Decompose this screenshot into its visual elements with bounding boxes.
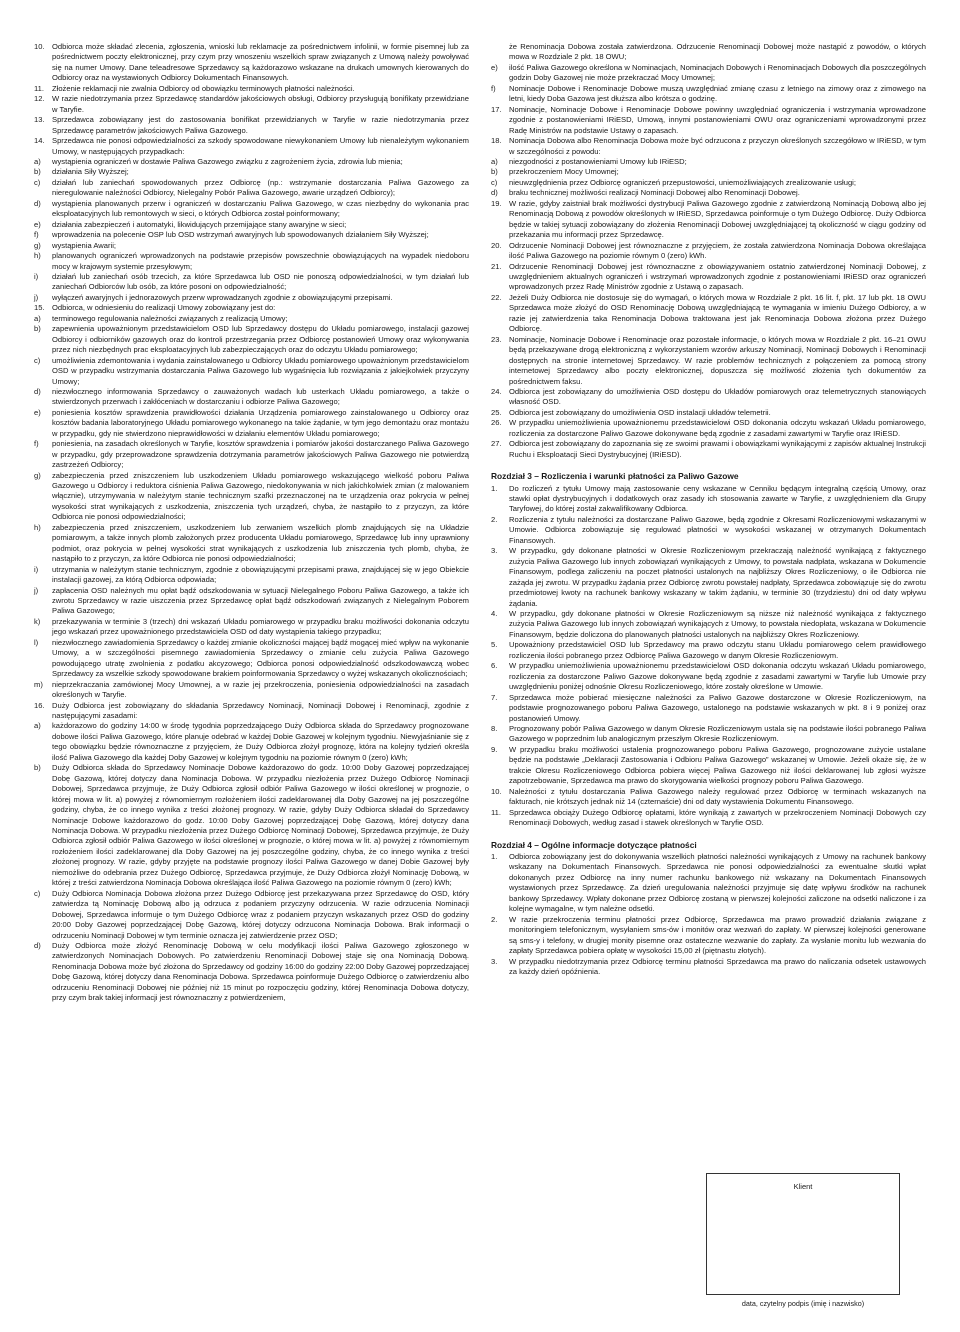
clause: [491, 852, 926, 915]
clause: [34, 230, 469, 240]
clause-text: W przypadku, gdy dokonane płatności w Okresie Rozliczeniowym przekraczają należność wynikającą z faktycznego zużycia Paliwa Gazowego lub innych zobowiązań wynikających z Umowy, to powstała nadpłata, wskazana w Dokumencie Finansowym, podlega zaliczeniu na poczet płatności ustalonych na najbliższy Okres Rozliczeniowy, o ile Odbiorca nie zażąda jej zwrotu. W przypadku żądania przez Odbiorcę zwrotu powstałej nadpłaty, Sprzedawca zobowiązuje się do zwrotu przedmiotowej kwoty na rachunek bankowy wskazany w takim żądaniu, w terminie 30 (trzydziestu) dni od daty wpływu żądania.: [509, 546, 926, 608]
clause: [34, 272, 469, 293]
clause: [34, 115, 469, 136]
clause-text: Upoważniony przedstawiciel OSD lub Sprzedawcy ma prawo odczytu stanu Układu pomiarowego celem prawidłowego rozliczenia ilości pobranego przez Odbiorcę Paliwa Gazowego w danym Okresie Rozliczeniowym.: [509, 640, 926, 660]
clause: [34, 84, 469, 94]
clause-number: d): [34, 198, 41, 208]
clause-text: niezgodności z postanowieniami Umowy lub IRiESD;: [509, 156, 687, 166]
clause-text: poniesienia, na zasadach określonych w Taryfie, kosztów sprawdzenia i pomiarów jakości dostarczanego Paliwa Gazowego w przypadku, gdy przeprowadzone sprawdzenia dotrzymania parametrów jakościowych Paliwa Gazowego nie potwierdzą zastrzeżeń Odbiorcy;: [52, 439, 469, 470]
clause: [491, 787, 926, 808]
clause-number: c): [34, 888, 41, 898]
clause: [34, 241, 469, 251]
clause-text: Odbiorca jest zobowiązany do zapoznania się ze swoimi prawami i obowiązkami wynikającymi z zapisów aktualnej Instrukcji Ruchu i Eksploatacji Sieci Dystrybucyjnej (IRiESD).: [509, 439, 926, 459]
clause-text: W przypadku uniemożliwienia upoważnionemu przedstawicielowi OSD dokonania odczytu wskazań Układu pomiarowego, rozliczenia za dostarczone Paliwo Gazowe dokonywane będą zgodnie z zasadami zawartymi w Taryfie oraz IRiESD.: [509, 418, 926, 438]
clause: [34, 941, 469, 1004]
clause-text: Odrzucenie Renominacji Dobowej jest równoznaczne z obowiązywaniem ostatnio zatwierdzonej Nominacji Dobowej, z uwzględnieniem aktualnych ograniczeń i wstrzymań wprowadzonych zgodnie z postanowieniami IRiESD oraz ograniczeń wprowadzonych przez Radę Ministrów zgodnie z Ustawą o zapasach.: [509, 261, 926, 292]
section-2-continuation: [491, 42, 926, 460]
clause-text: Sprzedawca nie ponosi odpowiedzialności za szkody spowodowane niewykonaniem Umowy lub nienależytym wykonaniem Umowy, w następujących przypadkach:: [52, 136, 469, 156]
clause-text: poniesienia kosztów sprawdzenia prawidłowości działania Urządzenia pomiarowego zainstalowanego u Odbiorcy oraz kosztów badania laboratoryjnego Układu pomiarowego wykonanego na takie żądanie, w tym jego demontażu oraz montażu w przypadku, gdy nie stwierdzono nieprawidłowości w działaniu elementów Układu pomiarowego;: [52, 407, 469, 438]
clause: [34, 94, 469, 115]
clause-number: 11.: [491, 807, 501, 817]
clause-text: W razie, gdyby zaistniał brak możliwości dystrybucji Paliwa Gazowego zgodnie z zatwierdzoną Nominacją Dobową albo jej Renominacją Dobową z powodów określonych w IRiESD, Sprzedawca poinformuje o tym Dużego Odbiorcę. Duży Odbiorca będzie w takiej sytuacji zobowiązany do złożenia Renominacji Dobowej uwzględniającej tą okoliczność w ciągu godziny od przekazania mu informacji przez Sprzedawcę.: [509, 198, 926, 240]
signature-label: Klient: [793, 1182, 813, 1191]
clause-text: zapewnienia upoważnionym przedstawicielom OSD lub Sprzedawcy dostępu do Układu pomiarowego, instalacji gazowej Odbiorcy i odbiorników gazowych oraz do kontroli przestrzegania przez Odbiorcę postanowień Umowy oraz wykonywania przez nich niezbędnych prac eksploatacyjnych lub zabezpieczających oraz do odczytu Układu pomiarowego;: [52, 324, 469, 355]
clause-number: 18.: [491, 136, 502, 146]
clause-text: umożliwienia zdemontowania i wydania zainstalowanego u Odbiorcy Układu pomiarowego upoważnionym przedstawicielom OSD w przypadku wstrzymania dostarczania Paliwa Gazowego lub wygaśnięcia lub rozwiązania z jakiejkolwiek przyczyny Umowy;: [52, 355, 469, 386]
clause-text: działań lub zaniechań spowodowanych przez Odbiorcę (np.: wstrzymanie dostarczania Paliwa Gazowego za nieregulowanie należności Odbiorcy, Nielegalny Pobór Paliwa Gazowego, awarie urządzeń Odbiorcy);: [52, 177, 469, 198]
clause: [491, 546, 926, 609]
clause: [34, 178, 469, 199]
clause: [491, 387, 926, 408]
clause-number: 23.: [491, 334, 502, 344]
clause-number: f): [491, 83, 496, 93]
clause-text: Sprzedawca może pobierać miesięczne należności za Paliwo Gazowe dostarczone w Okresie Rozliczeniowym, na podstawie prognozowanego poboru Paliwa Gazowego, ustalonego na podstawie wskazanych w pkt. 8 i 9 poniżej oraz postanowień Umowy.: [509, 692, 926, 723]
clause-number: f): [34, 230, 39, 240]
clause: [34, 303, 469, 313]
clause-text: planowanych ograniczeń wprowadzonych na podstawie przepisów powszechnie obowiązujących na wypadek niedoboru mocy w krajowym systemie przesyłowym;: [52, 251, 469, 271]
clause: [491, 439, 926, 460]
clause: [491, 515, 926, 546]
clause-text: Odrzucenie Nominacji Dobowej jest równoznaczne z przyjęciem, że została zatwierdzona Nominacja Dobowa określająca ilość Paliwa Gazowego na poziomie równym 0 (zero) kWh.: [509, 240, 926, 261]
clause-text: Sprzedawca obciąży Dużego Odbiorcę opłatami, które wynikają z zawartych w przekroczeniem Nominacji Dobowych czy Renominacji Dobowych, według zasad i stawek określonych w Taryfie OSD.: [509, 807, 926, 828]
clause-text: W przypadku niedotrzymania przez Odbiorcę terminu płatności Sprzedawca ma prawo do naliczania odsetek ustawowych za każdy dzień opóźnienia.: [509, 956, 926, 976]
clause-text: Odbiorca może składać zlecenia, zgłoszenia, wnioski lub reklamacje za pośrednictwem infolinii, w formie pisemnej lub za pośrednictwem poczty elektronicznej, przy czym przy wnoszeniu wszelkich spraw związanych z Umową należy powoływać się na numer Umowy. Dane teleadresowe Sprzedawcy są każdorazowo wskazane na drukach umownych kierowanych do Odbiorcy oraz na wystawionych Odbiorcy Dokumentach Finansowych.: [52, 42, 469, 83]
clause-number: 2.: [491, 914, 498, 924]
clause-text: Duży Odbiorca składa do Sprzedawcy Nominacje Dobowe każdorazowo do godz. 10:00 Doby Gazowej poprzedzającej Dobę Gazową, której dotyczy dana Nominacja Dobowa. W przypadku niezłożenia przez Dużego Odbiorcę Nominacji Dobowej, Sprzedawca przyjmuje, że Duży Odbiorca zgłosił odbiór Paliwa Gazowego w ilości określonej w prognozie, o której mowa w lit. a) powyżej z równomiernym rozłożeniem ilości zadeklarowanej dla Doby Gazowej na jej poszczególne godziny, chyba, że co innego wynika z treści złożonej prognozy. W razie, gdyby Duży Odbiorca składał do Sprzedawcy Nominacje Dobowe każdorazowo do godz. 10:00 Doby Gazowej poprzedzającej Dobę Gazową, której dotyczy dana Nominacja Dobowa. W przypadku niezłożenia przez Dużego Odbiorcę Nominacji Dobowej, Sprzedawca przyjmuje, że Duży Odbiorca zgłosił odbiór Paliwa Gazowego w ilości określonej w prognozie, o której mowa w lit. a) powyżej z równomiernym rozłożeniem ilości zadeklarowanej dla Doby Gazowej na jej poszczególne godziny, chyba, że co innego wynika z treści złożonej prognozy. W razie, gdyby przyjęte na podstawie prognozy ilości Paliwa Gazowego w danej Dobie Gazowej były niemożliwe do odebrania przez Dużego Odbiorcę, Sprzedawca przyjmuje, że Duży Odbiorca złożył Nominację Dobową, w której z treści zatwierdzona Nominacja Dobowa określająca ilość Paliwa Gazowego na poziomie równym 0 (zero) kWh;: [52, 763, 469, 888]
clause-number: c): [34, 355, 41, 365]
clause-number: 2.: [491, 514, 498, 524]
clause-text: Prognozowany pobór Paliwa Gazowego w danym Okresie Rozliczeniowym ustala się na podstawie ilości pobranego Paliwa Gazowego w poprzednim lub analogicznym przeszłym Okresie Rozliczeniowym.: [509, 724, 926, 744]
clause: [34, 356, 469, 387]
clause-number: g): [34, 240, 41, 250]
clause-text: Odbiorca, w odniesieniu do realizacji Umowy zobowiązany jest do:: [52, 303, 276, 313]
clause-number: i): [34, 564, 39, 574]
clause-text: wystąpienia Awarii;: [52, 240, 117, 250]
clause-number: b): [491, 167, 498, 177]
clause-number: 1.: [491, 483, 498, 493]
clause: [491, 262, 926, 293]
clause-text: przekazywania w terminie 3 (trzech) dni wskazań Układu pomiarowego w przypadku braku możliwości dokonania odczytu jego wskazań przez upoważnionego przedstawiciela OSD od daty wystąpienia takiego przypadku;: [52, 616, 469, 637]
clause: [491, 293, 926, 335]
clause: [491, 335, 926, 387]
clause-text: W przypadku braku możliwości ustalenia prognozowanego poboru Paliwa Gazowego, prognozowane zużycie ustalane będzie na podstawie „Deklaracji Zastosowania i Odbioru Paliwa Gazowego” wskazanej w Umowie. Jeżeli okaże się, że w trakcie Okresu Rozliczeniowego Odbiorca pobiera więcej Paliwa Gazowego niż ilości deklarowanej lub zgłosi wyższe zapotrzebowanie, Sprzedawca ma prawo do skorygowania wielkości prognozy poboru Paliwa Gazowego.: [509, 744, 926, 786]
clause-text: niezwłocznego zawiadomienia Sprzedawcy o każdej zmianie okoliczności mającej bądź mogącej mieć wpływ na wykonanie Umowy, a w szczególności pisemnego zawiadomienia Sprzedawcy o zmianie celu zużycia Paliwa Gazowego powodującego utratę zwolnienia z podatku akcyzowego; Odbiorca ponosi odpowiedzialność odszkodowawczą wobec Sprzedawcy za wszelkie szkody spowodowane brakiem poinformowania Sprzedawcy o wyżej wskazanych okolicznościach;: [52, 637, 469, 679]
clause-text: Do rozliczeń z tytułu Umowy mają zastosowanie ceny wskazane w Cenniku będącym integralną częścią Umowy, oraz stawki opłat dystrybucyjnych i dodatkowych oraz zasady ich stosowania zawarte w Taryfie, z uwzględnieniem dla Grupy Taryfowej, do której został zakwalifikowany Odbiorca.: [509, 483, 926, 514]
clause-number: 13.: [34, 115, 45, 125]
clause: [34, 199, 469, 220]
clause-number: 4.: [491, 609, 498, 619]
clause-number: 7.: [491, 692, 498, 702]
clause: [491, 178, 926, 188]
clause: [34, 157, 469, 167]
clause-number: j): [34, 292, 39, 302]
clause-text: Nominacje, Nominacje Dobowe i Renominacje Dobowe powinny uwzględniać ograniczenia i wstrzymania wprowadzone zgodnie z postanowieniami IRiESD, Umową, innymi postanowieniami OWU oraz ograniczeniami wprowadzonymi przez Radę Ministrów na podstawie Ustawy o zapasach.: [509, 104, 926, 135]
clause-text: działania Siły Wyższej;: [52, 167, 129, 177]
clause-number: 10.: [34, 42, 45, 51]
clause-number: k): [34, 616, 41, 626]
clause-number: 14.: [34, 136, 45, 146]
clause: [34, 408, 469, 439]
clause: [491, 724, 926, 745]
clause-text: Nominacje, Nominacje Dobowe i Renominacje oraz pozostałe informacje, o których mowa w Rozdziale 2 pkt. 16–21 OWU będą przekazywane drogą elektroniczną z wykorzystaniem wzorów arkuszy Nominacji, Nominacji Dobowych i Renominacji dostępnych na stronie internetowej Sprzedawcy. W razie problemów technicznych z połączeniem za pomocą strony internetowej Sprzedawcy albo poczty elektronicznej, dopuszcza się możliwość złożenia tych dokumentów za pośrednictwem faksu.: [509, 334, 926, 386]
clause-number: h): [34, 251, 41, 261]
clause: [491, 661, 926, 692]
clause: [34, 42, 469, 84]
clause-text: zabezpieczenia przed zniszczeniem, uszkodzeniem lub zerwaniem wszelkich plomb znajdujących się na Układzie pomiarowym, a także innych plomb założonych przez producenta Układu pomiarowego, Sprzedawcę lub inny uprawniony podmiot, oraz pokrycia w pełnej wysokości strat wynikających z uszkodzenia lub zniszczenia tych plomb, chyba, że nastąpiło to z przyczyn, za które Odbiorca nie ponosi odpowiedzialności;: [52, 522, 469, 564]
clause: [34, 471, 469, 523]
section-3-heading: Rozdział 3 – Rozliczenia i warunki płatności za Paliwo Gazowe: [491, 471, 739, 482]
clause-number: a): [34, 156, 41, 166]
clause-number: d): [491, 188, 498, 198]
clause: [34, 220, 469, 230]
clause: [491, 808, 926, 829]
clause-text: W razie przekroczenia terminu płatności przez Odbiorcę, Sprzedawca ma prawo prowadzić działania związane z monitoringiem telefonicznym, wysyłaniem sms-ów i monitów oraz wezwań do zapłaty. W pierwszej kolejności generowane są sms-y i telefony, w drugiej monity pisemne oraz ostateczne wezwanie do zapłaty. Za wysłanie monitu lub wezwania do zapłaty Sprzedawca pobiera opłatę w wysokości 15,00 zł (piętnastu złotych).: [509, 914, 926, 956]
clause-text: braku technicznej możliwości realizacji Nominacji Dobowej albo Renominacji Dobowej.: [509, 188, 800, 198]
clause-number: b): [34, 167, 41, 177]
clause: [491, 957, 926, 978]
clause: [34, 136, 469, 157]
clause-number: 25.: [491, 407, 502, 417]
clause-number: a): [491, 156, 498, 166]
clause-number: f): [34, 439, 39, 449]
section-4-items: [491, 852, 926, 977]
clause-text: Należności z tytułu dostarczania Paliwa Gazowego należy regulować przez Odbiorcę w terminach wskazanych na fakturach, nie krótszych jednak niż 14 (czternaście) dni od daty wystawienia Dokumentu Finansowego.: [509, 786, 926, 807]
clause: [491, 609, 926, 640]
clause: [34, 565, 469, 586]
clause-text: Nominacje Dobowe i Renominacje Dobowe muszą uwzględniać zmianę czasu z letniego na zimowy oraz z zimowego na letni, kiedy Doba Gazowa jest dłuższa albo krótsza o godzinę.: [509, 83, 926, 104]
clause-number: 11.: [34, 83, 44, 93]
clause-text: Sprzedawca zobowiązany jest do zastosowania bonifikat przewidzianych w Taryfie w razie niedotrzymania przez Sprzedawcę parametrów jakościowych Paliwa Gazowego.: [52, 115, 469, 135]
clause-text: nieuwzględnienia przez Odbiorcę ograniczeń przepustowości, uniemożliwiających zrealizowanie usługi;: [509, 177, 856, 187]
clause: [34, 721, 469, 763]
clause-text: że Renominacja Dobowa została zatwierdzona. Odrzucenie Renominacji Dobowej może nastąpić z powodów, o których mowa w Rozdziale 2 pkt. 18 OWU;: [509, 42, 926, 62]
clause-number: 26.: [491, 418, 502, 428]
clause-text: działań lub zaniechań osób trzecich, za które Sprzedawca lub OSD nie ponoszą odpowiedzialności, w tym działań lub zaniechań Odbiorców lub osób, za które posoni on odpowiedzialność;: [52, 271, 469, 292]
clause-number: 27.: [491, 439, 502, 449]
clause: [491, 418, 926, 439]
clause-number: 3.: [491, 546, 498, 556]
clause: [491, 188, 926, 198]
clause: [34, 314, 469, 324]
signature-box[interactable]: [706, 1173, 900, 1308]
clause: [491, 84, 926, 105]
clause-number: [491, 42, 509, 63]
clause-number: 24.: [491, 386, 502, 396]
clause-number: e): [491, 62, 498, 72]
clause-number: j): [34, 585, 39, 595]
clause-text: Złożenie reklamacji nie zwalnia Odbiorcy od obowiązku terminowych płatności należności.: [52, 83, 355, 93]
clause: [491, 693, 926, 724]
clause: [34, 701, 469, 722]
clause: [491, 136, 926, 157]
clause: [491, 105, 926, 136]
clause-number: c): [491, 177, 498, 187]
clause-number: 5.: [491, 640, 498, 650]
clause: [491, 241, 926, 262]
clause: [491, 63, 926, 84]
clause-number: 3.: [491, 956, 498, 966]
clause-text: Duży Odbiorca może złożyć Renominację Dobową w celu modyfikacji ilości Paliwa Gazowego zgłoszonego w zatwierdzonych Nominacjach Dobowych. Po zatwierdzeniu Renominacji Dobowej staje się ona Nominacją Dobową. Renominacja Dobowa może być złożona do Sprzedawcy od godziny 16:00 do godziny 22:00 Doby Gazowej poprzedzającej Dobę Gazową, której dotyczy dana Renominacja Dobowa. Sprzedawca poinformuje Dużego Odbiorcę o zatwierdzeniu albo odrzuceniu Renominacji Dobowej nie później niż 15 minut po rozpoczęciu godziny, której Renominacja Dobowa dotyczy, przy czym brak takiej informacji jest równoznaczny z potwierdzeniem,: [52, 940, 469, 1003]
clause-number: 16.: [34, 700, 45, 710]
clause: [34, 638, 469, 680]
clause-text: niezwłocznego informowania Sprzedawcy o zauważonych wadach lub usterkach Układu pomiarowego, a także o stwierdzonych przerwach i zakłóceniach w dostarczaniu i odbiorze Paliwa Gazowego;: [52, 386, 469, 407]
clause: [34, 763, 469, 888]
signature-caption: data, czytelny podpis (imię i nazwisko): [741, 1299, 865, 1308]
clause-text: Rozliczenia z tytułu należności za dostarczane Paliwo Gazowe, będą zgodnie z Okresami Rozliczeniowymi wskazanymi w Umowie. Odbiorca zobowiązuje się regulować płatności w wysokości wskazanej w otrzymanych Dokumentach Finansowych.: [509, 514, 926, 545]
clause-text: Duży Odbiorca jest zobowiązany do składania Sprzedawcy Nominacji, Nominacji Dobowej i Renominacji, zgodnie z następującymi zasadami:: [52, 700, 469, 720]
clause-text: przekroczeniem Mocy Umownej;: [509, 167, 619, 177]
clause: [34, 167, 469, 177]
clause: [491, 167, 926, 177]
clause: [34, 251, 469, 272]
clause-text: zabezpieczenia przed zniszczeniem lub uszkodzeniem Układu pomiarowego wskazującego wielkość poboru Paliwa Gazowego u Odbiorcy i reduktora ciśnienia Paliwa Gazowego, niedokonywania w nich jakichkolwiek zmian (z malowaniem włącznie), utrzymywania w należytym stanie technicznym szafki przeznaczonej na te urządzenia oraz pokrycia w pełnej wysokości strat wynikających z uszkodzenia, zniszczenia tych urządzeń, chyba, że nastąpiło to z przyczyn, za które Odbiorca nie ponosi odpowiedzialności;: [52, 470, 469, 522]
two-column-body: [34, 42, 926, 1004]
clause: [491, 408, 926, 418]
clause: [34, 523, 469, 565]
clause: [491, 42, 926, 63]
clause: [491, 199, 926, 241]
clause-number: 15.: [34, 303, 45, 313]
clause-number: 8.: [491, 724, 498, 733]
clause-text: działania zabezpieczeń i automatyki, likwidujących przemijające stany awaryjne w sieci;: [52, 219, 347, 229]
clause-text: wystąpienia planowanych przerw i ograniczeń w dostarczaniu Paliwa Gazowego, w czas niezbędny do wykonania prac eksploatacyjnych lub remontowych w sieci, o których Odbiorca został poinformowany;: [52, 198, 469, 219]
clause-text: W razie niedotrzymania przez Sprzedawcę standardów jakościowych obsługi, Odbiorcy przysługują bonifikaty przewidziane w Taryfie.: [52, 94, 469, 114]
clause-text: Duży Odbiorca Nominacja Dobowa złożona przez Dużego Odbiorcę jest przekazywana przez Sprzedawcę do OSD, który zatwierdza tą Nominację Dobową albo ją odrzuca z podaniem przyczyny odrzucenia. W razie odrzucenia Nominacji Dobowej, Sprzedawca informuje o tym Dużego Odbiorcę wraz z podaniem przyczyn wskazanych przez OSD do godziny 20:00 Doby Gazowej poprzedzającej Dobę Gazową, której dotyczy odrzucona Nominacja Dobowa. Brak informacji o odrzuceniu Nominacji Dobowej w tym terminie oznacza jej zatwierdzenie przez OSD;: [52, 888, 469, 940]
clause: [491, 484, 926, 515]
clause: [34, 586, 469, 617]
clause-text: terminowego regulowania należności związanych z realizacją Umowy;: [52, 313, 288, 323]
clause-number: l): [34, 637, 39, 647]
clause-number: e): [34, 219, 41, 229]
clause-text: każdorazowo do godziny 14:00 w środę tygodnia poprzedzającego Duży Odbiorca składa do Sprzedawcy prognozowane dobowe ilości Paliwa Gazowego, które planuje odebrać w każdej Dobie Gazowej w kolejnym tygodniu. Niewyjaśnianie się z tego obowiązku będzie równoznaczne z przyjęciem, że Duży Odbiorca złożył prognozę, która na kolejny tydzień określa ilość Paliwa Gazowego dla każdej Doby Gazowej w kolejnym tygodniu na poziomie równym 0 (zero) kWh;: [52, 721, 469, 762]
clause-text: Odbiorca jest zobowiązany do umożliwienia OSD instalacji układów telemetrii.: [509, 407, 771, 417]
clause-number: c): [34, 177, 41, 187]
clause-number: 6.: [491, 661, 498, 671]
clause: [34, 680, 469, 701]
clause-text: wystąpienia ograniczeń w dostawie Paliwa Gazowego związku z zagrożeniem życia, zdrowia lub mienia;: [52, 156, 403, 166]
clause-text: wprowadzenia na polecenie OSP lub OSD wstrzymań awaryjnych lub spowodowanych działaniem Siły Wyższej;: [52, 230, 429, 240]
clause-text: W przypadku uniemożliwienia upoważnionemu przedstawicielowi OSD dokonania odczytu wskazań Układu pomiarowego, rozliczenia za dostarczone Paliwo Gazowe dokonywane będą zgodnie z zasadami zawartymi w Taryfie lub Umowie przy uwzględnieniu poniżej odnośnie Okresu Rozliczeniowego, które zostały określone w Umowie.: [509, 661, 926, 692]
clause-number: d): [34, 386, 41, 396]
clause: [34, 293, 469, 303]
clause-text: Nominacja Dobowa albo Renominacja Dobowa może być odrzucona z przyczyn określonych szczegółowo w IRiESD, w tym w szczególności z powodu:: [509, 136, 926, 156]
clause-text: ilość Paliwa Gazowego określona w Nominacjach, Nominacjach Dobowych i Renominacjach Dobowych dla poszczególnych godzin Doby Gazowej nie może przekraczać Mocy Umownej;: [509, 62, 926, 83]
clause: [34, 439, 469, 470]
clause-number: d): [34, 940, 41, 950]
left-column: [34, 42, 469, 1004]
clause-number: 1.: [491, 851, 498, 861]
clause: [34, 617, 469, 638]
clause-number: b): [34, 324, 41, 334]
clause-number: b): [34, 763, 41, 773]
clause: [491, 640, 926, 661]
clause-number: 10.: [491, 786, 502, 796]
clause-text: wyłączeń awaryjnych i jednorazowych przerw wprowadzanych zgodnie z obowiązującymi przepisami.: [52, 292, 393, 302]
clause-number: a): [34, 313, 41, 323]
clause: [34, 324, 469, 355]
clause-number: 9.: [491, 744, 498, 754]
clause: [34, 889, 469, 941]
clause-number: 20.: [491, 240, 502, 250]
clause-number: h): [34, 522, 41, 532]
clause: [34, 387, 469, 408]
clause-number: 19.: [491, 198, 502, 208]
clause-number: g): [34, 470, 41, 480]
clause: [491, 745, 926, 787]
clause: [491, 157, 926, 167]
clause-text: nieprzekraczania zamówionej Mocy Umownej, a w razie jej przekroczenia, poniesienia odpowiedzialności na zasadach określonych w Taryfie.: [52, 679, 469, 700]
section-4-heading: Rozdział 4 – Ogólne informacje dotyczące płatności: [491, 839, 697, 850]
clause: [491, 915, 926, 957]
clause-text: Odbiorca jest zobowiązany do umożliwienia OSD dostępu do Układów pomiarowych oraz telemetrycznych stanowiących własność OSD.: [509, 386, 926, 407]
clause-text: zapłacenia OSD należnych mu opłat bądź odszkodowania w sytuacji Nielegalnego Poboru Paliwa Gazowego, a także ich zwrotu Sprzedawcy w razie uiszczenia przez Sprzedawcę opłat bądź odszkodowań związanych z Nielegalnym Poborem Paliwa Gazowego;: [52, 585, 469, 616]
clause-text: Jeżeli Duży Odbiorca nie dostosuje się do wymagań, o których mowa w Rozdziale 2 pkt. 16 lit. f, pkt. 17 lub pkt. 18 OWU Sprzedawca może złożyć do OSD Renominację Dobową uwzględniającą te wymagania w imieniu Dużego Odbiorcy, a w razie jej zatwierdzenia taka Renominacja Dobowa traktowana jest jak Renominacja Dobowa złożona przez Dużego Odbiorcę.: [509, 292, 926, 334]
clause-text: utrzymania w należytym stanie technicznym, zgodnie z obowiązującymi przepisami prawa, znajdującej się w jego Obiekcie instalacji gazowej, za którą Odbiorca odpowiada;: [52, 564, 469, 585]
clause-number: 12.: [34, 94, 45, 104]
section-3-items: [491, 484, 926, 829]
clause-number: 21.: [491, 261, 502, 271]
clause-text: Odbiorca zobowiązany jest do dokonywania wszelkich płatności należności wynikających z Umowy na rachunek bankowy wskazany na Dokumentach Finansowych. Sprzedawca nie ponosi odpowiedzialności za ewentualne skutki wpłat dokonanych przez Odbiorcę na inny numer rachunku bankowego niż wskazany na Dokumentach Finansowych wystawionych przez Sprzedawcę. Za dzień uregulowania należności przyjmuje się datę wpływu środków na rachunek bankowy Sprzedawcy. Wpłaty dokonane przez Odbiorcę zostaną w pierwszej kolejności zaliczone na odsetki naliczone i za kolejne wymagalne, w tym należne odsetki.: [509, 851, 926, 914]
clause-number: i): [34, 271, 39, 281]
clause-number: a): [34, 721, 41, 731]
clause-number: 22.: [491, 292, 502, 302]
clause-text: W przypadku, gdy dokonane płatności w Okresie Rozliczeniowym są niższe niż należność wynikająca z faktycznego zużycia Paliwa Gazowego lub innych zobowiązań wynikających z Umowy, to powstała niedopłata, wskazana w Dokumencie Finansowym, będzie doliczona do planowanych płatności ustalonych na najbliższy Okres Rozliczeniowy.: [509, 609, 926, 639]
clause-number: e): [34, 407, 41, 417]
right-column: [491, 42, 926, 1004]
clause-number: 17.: [491, 104, 502, 114]
clause-number: m): [34, 679, 43, 689]
